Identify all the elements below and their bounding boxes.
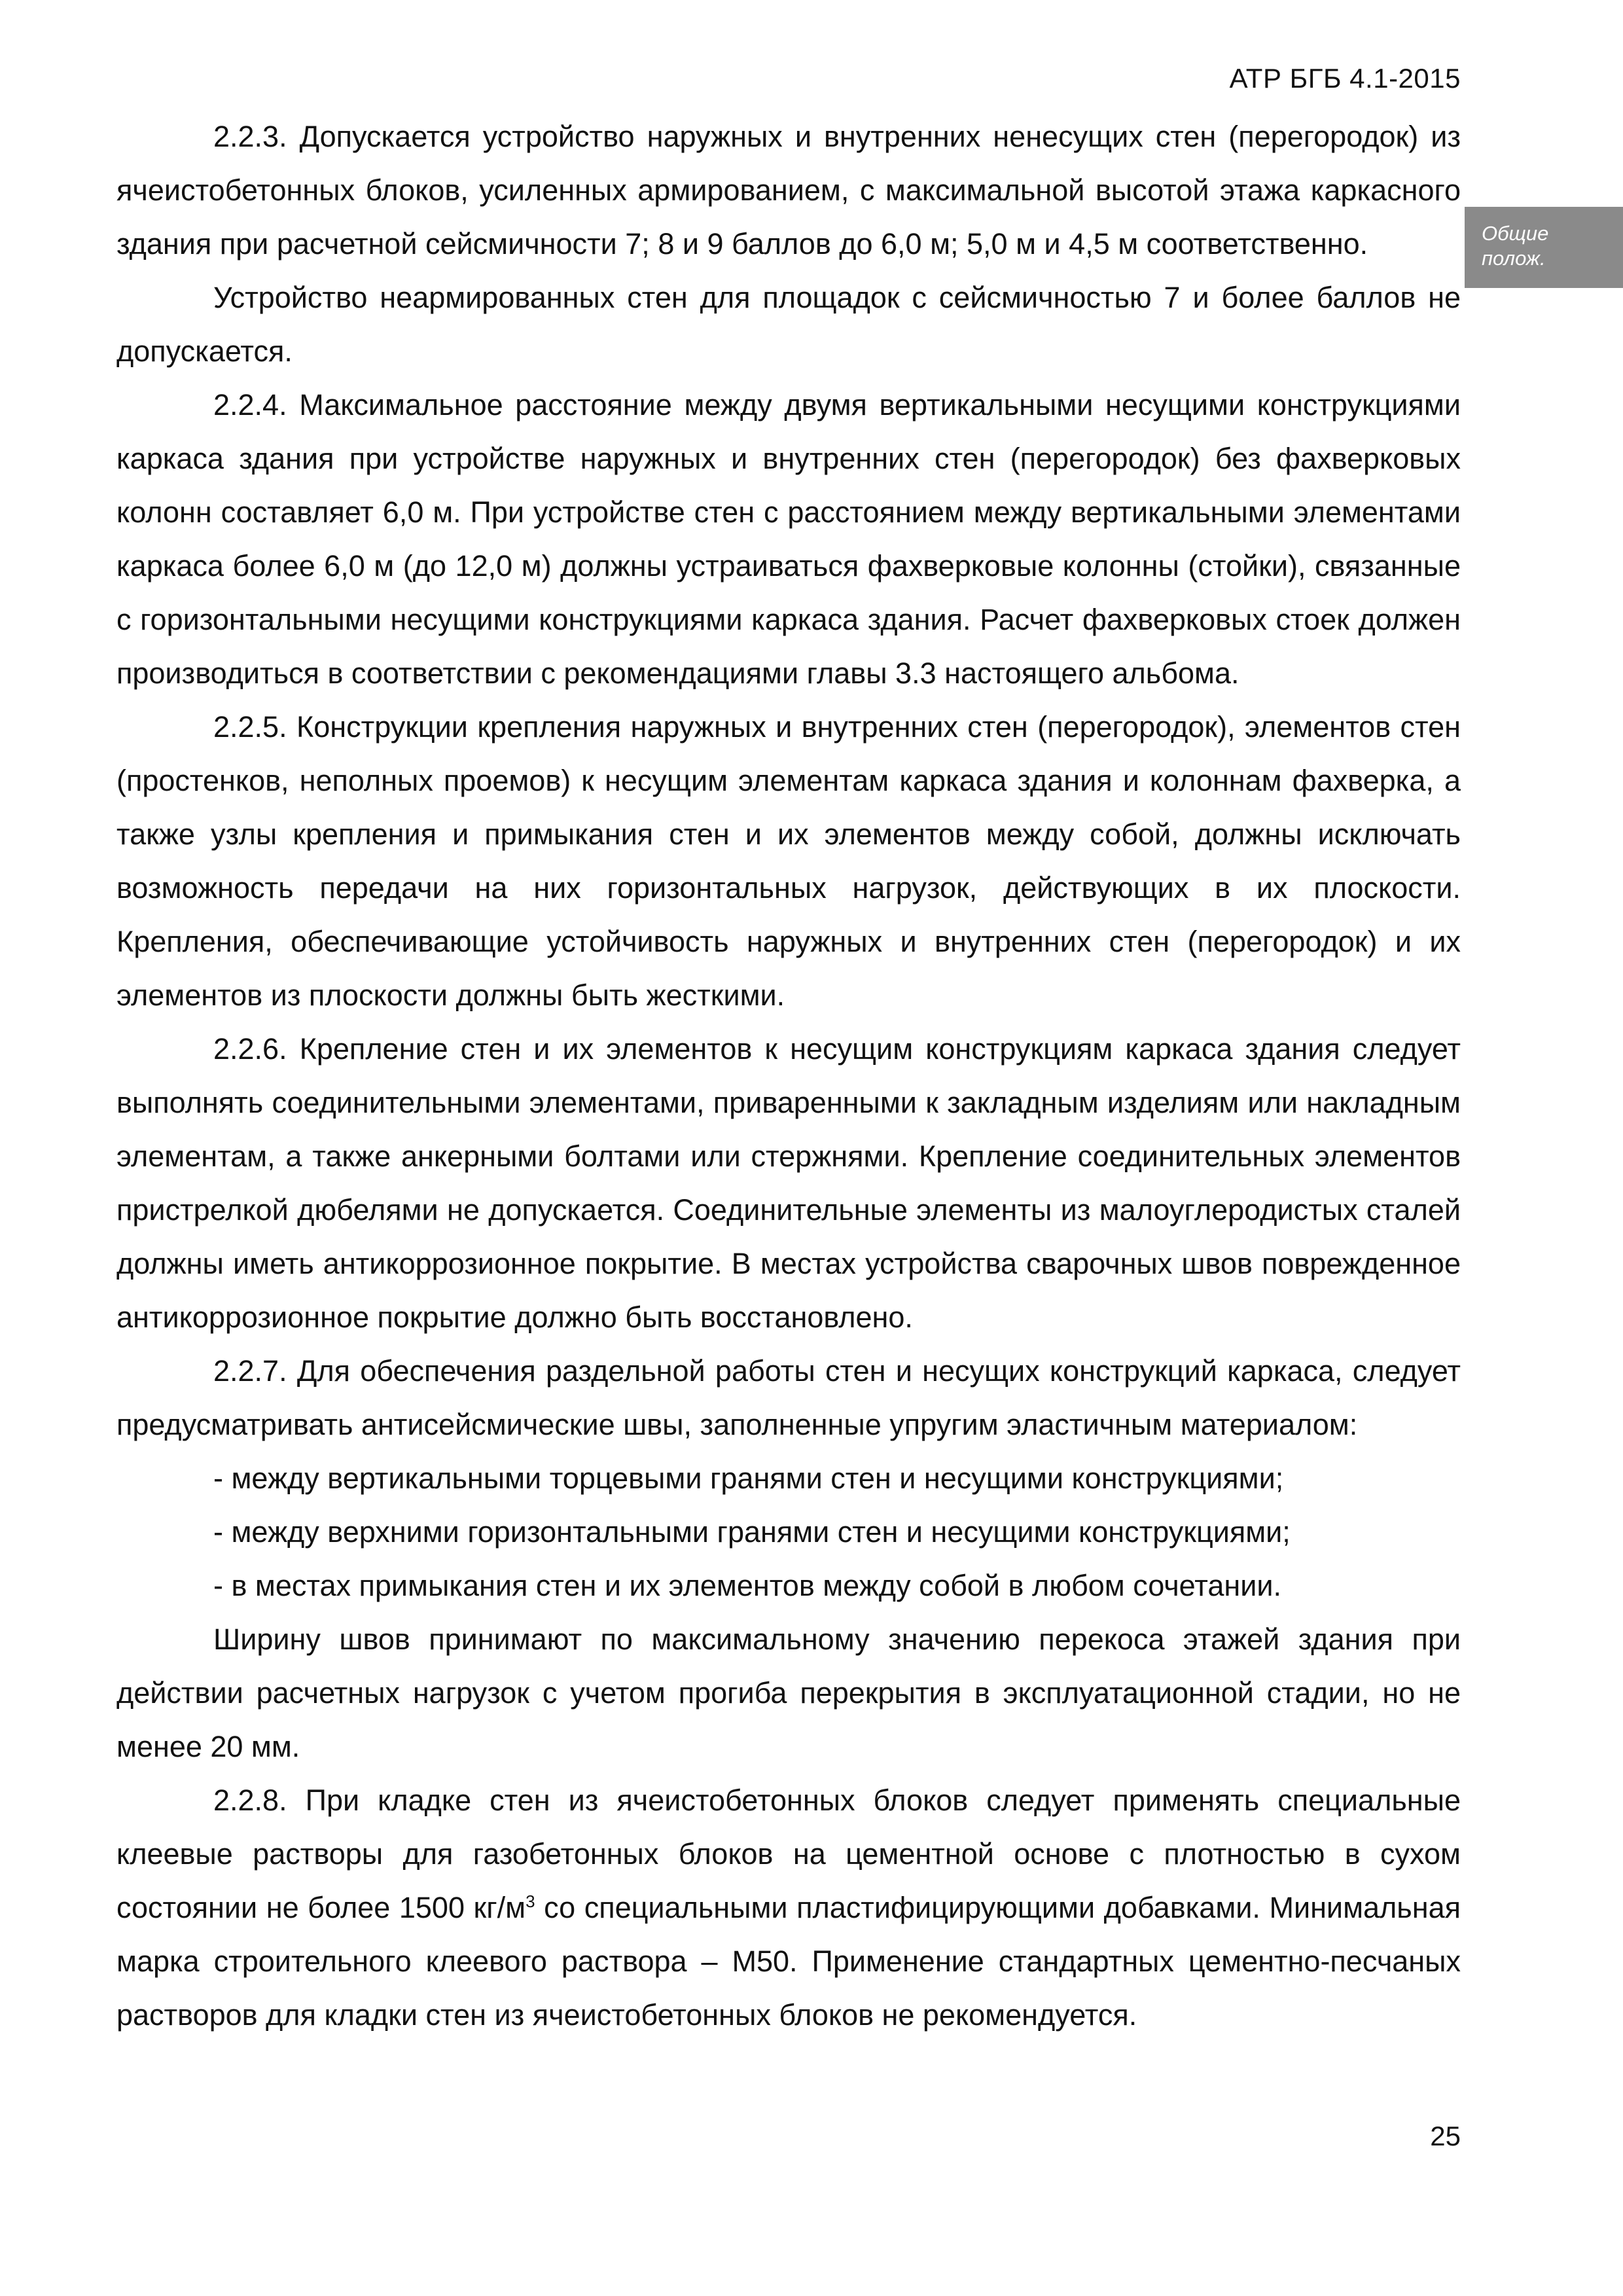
list-item-junctions: - в местах примыкания стен и их элементов между собой в любом сочетании.: [213, 1569, 1281, 1602]
paragraph-joint-width: Ширину швов принимают по максимальному значению перекоса этажей здания при действии расчетных нагрузок с учетом прогиба перекрытия в эксплуатационной стадии, но не менее 20 мм.: [116, 1623, 1461, 1763]
paragraph-2-2-3: 2.2.3. Допускается устройство наружных и внутренних ненесущих стен (перегородок) из ячеистобетонных блоков, усиленных армированием, с максимальной высотой этажа каркасного здания при расчетной сейсмичности 7; 8 и 9 баллов до 6,0 м; 5,0 м и 4,5 м соответственно.: [116, 120, 1461, 260]
paragraph-2-2-4: 2.2.4. Максимальное расстояние между двумя вертикальными несущими конструкциями каркаса здания при устройстве наружных и внутренних стен (перегородок) без фахверковых колонн составляет 6,0 м. При устройстве стен с расстоянием между вертикальными элементами каркаса более 6,0 м (до 12,0 м) должны устраиваться фахверковые колонны (стойки), связанные с горизонтальными несущими конструкциями каркаса здания. Расчет фахверковых стоек должен производиться в соответствии с рекомендациями главы 3.3 настоящего альбома.: [116, 388, 1461, 690]
document-body: [116, 110, 1461, 2042]
paragraph-2-2-6: 2.2.6. Крепление стен и их элементов к несущим конструкциям каркаса здания следует выполнять соединительными элементами, приваренными к закладным изделиям или накладным элементам, а также анкерными болтами или стержнями. Крепление соединительных элементов пристрелкой дюбелями не допускается. Соединительные элементы из малоуглеродистых сталей должны иметь антикоррозионное покрытие. В местах устройства сварочных швов поврежденное антикоррозионное покрытие должно быть восстановлено.: [116, 1032, 1461, 1334]
list-item-top-faces: - между верхними горизонтальными гранями стен и несущими конструкциями;: [213, 1515, 1291, 1549]
paragraph-unreinforced-walls: Устройство неармированных стен для площадок с сейсмичностью 7 и более баллов не допускается.: [116, 281, 1461, 368]
paragraph-2-2-8-part-1: 2.2.8. При кладке стен из ячеистобетонных блоков следует применять специальные клеевые растворы для газобетонных блоков на цементной основе с плотностью в сухом состоянии не более 1500 кг/м: [116, 1784, 1461, 1924]
side-tab-line-1: Общие: [1482, 222, 1549, 245]
paragraph-2-2-8: [116, 1774, 1461, 2042]
paragraph-2-2-7: 2.2.7. Для обеспечения раздельной работы стен и несущих конструкций каркаса, следует предусматривать антисейсмические швы, заполненные упругим эластичным материалом:: [116, 1354, 1461, 1441]
side-tab-line-2: полож.: [1482, 247, 1546, 270]
paragraph-2-2-5: 2.2.5. Конструкции крепления наружных и внутренних стен (перегородок), элементов стен (простенков, неполных проемов) к несущим элементам каркаса здания и колоннам фахверка, а также узлы крепления и примыкания стен и их элементов между собой, должны исключать возможность передачи на них горизонтальных нагрузок, действующих в их плоскости. Крепления, обеспечивающие устойчивость наружных и внутренних стен (перегородок) и их элементов из плоскости должны быть жесткими.: [116, 710, 1461, 1012]
section-side-tab: [1465, 207, 1623, 288]
superscript-cubic: 3: [526, 1892, 535, 1911]
page-number: 25: [1430, 2121, 1461, 2151]
document-code-header: АТР БГБ 4.1-2015: [1229, 63, 1461, 94]
list-item-vertical-faces: - между вертикальными торцевыми гранями стен и несущими конструкциями;: [213, 1462, 1284, 1495]
paragraph-2-2-8-part-2: со специальными пластифицирующими добавками. Минимальная марка строительного клеевого раствора – М50. Применение стандартных цементно-песчаных растворов для кладки стен из ячеистобетонных блоков не рекомендуется.: [116, 1891, 1461, 2032]
